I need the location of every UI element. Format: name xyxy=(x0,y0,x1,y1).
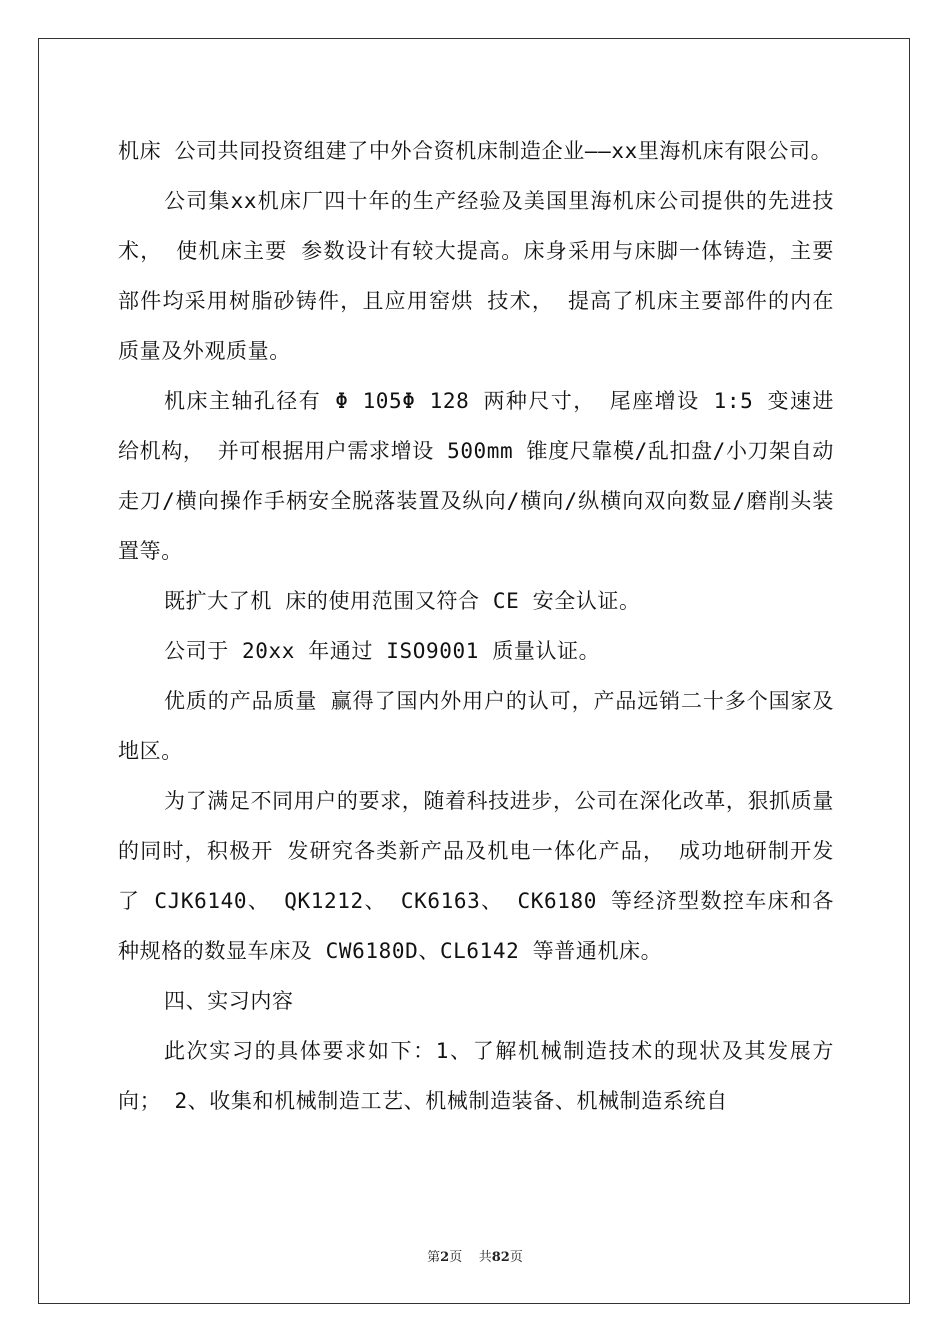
total-prefix: 共 xyxy=(478,1250,492,1265)
section-heading: 四、实习内容 xyxy=(164,989,294,1013)
paragraph-5: 公司于 20xx 年通过 ISO9001 质量认证。 xyxy=(164,639,601,663)
paragraph-1: 机床 公司共同投资组建了中外合资机床制造企业——xx里海机床有限公司。 xyxy=(118,139,833,163)
total-pages: 82 xyxy=(491,1250,510,1265)
page-number: 2 xyxy=(440,1250,450,1265)
page-footer xyxy=(0,1246,950,1265)
total-suffix: 页 xyxy=(509,1250,523,1265)
document-body xyxy=(118,126,834,1126)
paragraph-2: 公司集xx机床厂四十年的生产经验及美国里海机床公司提供的先进技术， 使机床主要 参数设计有较大提高。床身采用与床脚一体铸造，主要部件均采用树脂砂铸件，且应用窑烘 技术， 提高了机床主要部件的内在质量及外观质量。 xyxy=(118,189,834,363)
page-suffix: 页 xyxy=(449,1250,463,1265)
paragraph-6: 优质的产品质量 赢得了国内外用户的认可，产品远销二十多个国家及地区。 xyxy=(118,689,834,763)
page-prefix: 第 xyxy=(427,1250,441,1265)
paragraph-7: 为了满足不同用户的要求，随着科技进步，公司在深化改革，狠抓质量的同时，积极开 发研究各类新产品及机电一体化产品， 成功地研制开发了 CJK6140、 QK1212、 CK6163、 CK6180 等经济型数控车床和各种规格的数显车床及 CW6180D、CL6142 等普通机床。 xyxy=(118,789,834,963)
paragraph-3: 机床主轴孔径有 Φ 105Φ 128 两种尺寸， 尾座增设 1:5 变速进给机构， 并可根据用户需求增设 500mm 锥度尺靠模/乱扣盘/小刀架自动 走刀/横向操作手柄安全脱落装置及纵向/横向/纵横向双向数显/磨削头装置等。 xyxy=(118,389,834,563)
paragraph-8: 此次实习的具体要求如下：1、了解机械制造技术的现状及其发展方向； 2、收集和机械制造工艺、机械制造装备、机械制造系统自 xyxy=(118,1039,834,1113)
paragraph-4: 既扩大了机 床的使用范围又符合 CE 安全认证。 xyxy=(164,589,641,613)
